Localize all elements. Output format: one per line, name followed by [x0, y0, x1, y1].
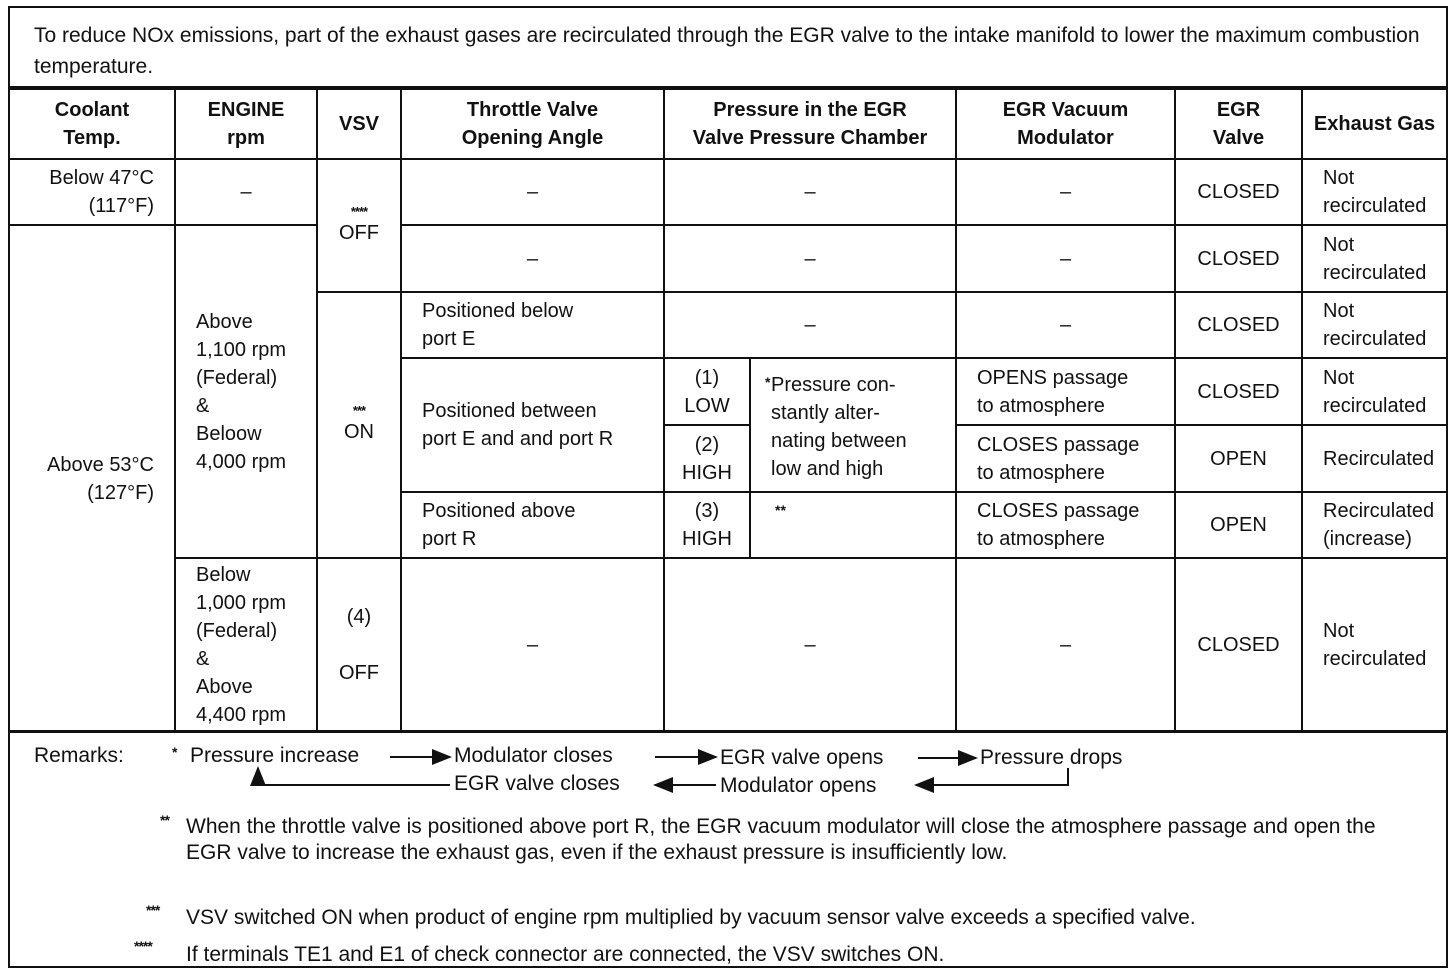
exhaust-not-recirculated: Not recirculated — [1302, 558, 1446, 732]
modulator-closes-passage: CLOSES passage to atmosphere — [956, 425, 1175, 492]
header-engine-rpm: ENGINE rpm — [175, 89, 317, 159]
pressure-alternating-cell — [750, 358, 956, 492]
modulator-cell: – — [956, 292, 1175, 358]
vsv-4-label: OFF — [339, 662, 379, 684]
flow-modulator-opens: Modulator opens — [720, 774, 877, 797]
remarks-star-3: *** — [146, 902, 160, 918]
pressure-high-3: (3) HIGH — [664, 492, 750, 558]
remarks-section — [10, 730, 1446, 966]
flow-pressure-increase: Pressure increase — [190, 744, 360, 767]
table-row — [10, 159, 1446, 225]
egr-system-document — [8, 6, 1448, 968]
intro-paragraph: To reduce NOx emissions, part of the exhaust gases are recirculated through the EGR valve to the intake manifold to lower the maximum combustion temperature. — [10, 8, 1446, 88]
rpm-cell: – — [175, 159, 317, 225]
pressure-high-2: (2) HIGH — [664, 425, 750, 492]
header-chamber-pressure: Pressure in the EGR Valve Pressure Chamber — [664, 89, 956, 159]
table-row — [10, 225, 1446, 292]
modulator-closes-passage: CLOSES passage to atmosphere — [956, 492, 1175, 558]
flow-egr-valve-opens: EGR valve opens — [720, 746, 884, 769]
coolant-below-47c: Below 47°C (117°F) — [10, 159, 175, 225]
pressure-low-1: (1) LOW — [664, 358, 750, 425]
header-coolant-temp: Coolant Temp. — [10, 89, 175, 159]
remarks-star-2: ** — [160, 812, 169, 828]
header-exhaust-gas: Exhaust Gas — [1302, 89, 1446, 159]
exhaust-not-recirculated: Not recirculated — [1302, 159, 1446, 225]
throttle-between-e-and-r: Positioned between port E and and port R — [401, 358, 664, 492]
pressure-alternating-text: Pressure con- stantly alter- nating between low and high — [771, 374, 907, 480]
throttle-below-port-e: Positioned below port E — [401, 292, 664, 358]
pressure-cell: – — [664, 558, 956, 732]
egr-valve-closed: CLOSED — [1175, 558, 1302, 732]
pressure-cell: – — [664, 292, 956, 358]
exhaust-not-recirculated: Not recirculated — [1302, 225, 1446, 292]
flow-modulator-closes: Modulator closes — [454, 744, 613, 767]
egr-valve-open: OPEN — [1175, 425, 1302, 492]
coolant-above-53c: Above 53°C (127°F) — [10, 225, 175, 732]
throttle-cell: – — [401, 159, 664, 225]
rpm-outside-range: Below 1,000 rpm (Federal) & Above 4,400 rpm — [175, 558, 317, 732]
egr-valve-closed: CLOSED — [1175, 225, 1302, 292]
remarks-star-4: **** — [134, 938, 152, 954]
remarks-star-1: * — [172, 744, 177, 760]
modulator-opens-passage: OPENS passage to atmosphere — [956, 358, 1175, 425]
egr-valve-closed: CLOSED — [1175, 159, 1302, 225]
egr-valve-closed: CLOSED — [1175, 358, 1302, 425]
remarks-note-4: If terminals TE1 and E1 of check connector are connected, the VSV switches ON. — [186, 943, 945, 966]
exhaust-recirculated-increase: Recirculated (increase) — [1302, 492, 1446, 558]
modulator-cell: – — [956, 558, 1175, 732]
pressure-above-r-cell — [750, 492, 956, 558]
modulator-cell: – — [956, 159, 1175, 225]
pressure-cell: – — [664, 159, 956, 225]
header-vsv: VSV — [317, 89, 401, 159]
exhaust-not-recirculated: Not recirculated — [1302, 292, 1446, 358]
flow-egr-valve-closes: EGR valve closes — [454, 772, 620, 795]
vsv-4-number: (4) — [346, 606, 372, 628]
egr-valve-closed: CLOSED — [1175, 292, 1302, 358]
remarks-flow-arrows — [10, 732, 1446, 812]
table-row — [10, 558, 1446, 732]
vsv-off-cell — [317, 159, 401, 292]
remarks-note-2: When the throttle valve is positioned above port R, the EGR vacuum modulator will close the atmosphere passage and open the EGR valve to increase the exhaust gas, even if the exhaust pressure is insufficiently low. — [186, 815, 1376, 864]
throttle-above-port-r: Positioned above port R — [401, 492, 664, 558]
footnote-marker-3: *** — [352, 403, 366, 418]
footnote-marker-1: * — [765, 374, 771, 390]
throttle-cell: – — [401, 558, 664, 732]
rpm-mid-range: Above 1,100 rpm (Federal) & Beloow 4,000 rpm — [175, 225, 317, 558]
header-throttle-angle: Throttle Valve Opening Angle — [401, 89, 664, 159]
footnote-marker-4: **** — [350, 203, 368, 219]
modulator-cell: – — [956, 225, 1175, 292]
header-egr-valve: EGR Valve — [1175, 89, 1302, 159]
vsv-off-label: OFF — [339, 221, 379, 244]
header-vacuum-modulator: EGR Vacuum Modulator — [956, 89, 1175, 159]
remarks-label: Remarks: — [34, 744, 124, 767]
footnote-marker-2: ** — [775, 502, 786, 518]
remarks-note-3: VSV switched ON when product of engine rpm multiplied by vacuum sensor valve exceeds a specified valve. — [186, 906, 1196, 929]
flow-pressure-drops: Pressure drops — [980, 746, 1123, 769]
pressure-cell: – — [664, 225, 956, 292]
vsv-on-label: ON — [344, 421, 374, 443]
throttle-cell: – — [401, 225, 664, 292]
header-row — [10, 89, 1446, 159]
exhaust-recirculated: Recirculated — [1302, 425, 1446, 492]
egr-valve-open: OPEN — [1175, 492, 1302, 558]
exhaust-not-recirculated: Not recirculated — [1302, 358, 1446, 425]
vsv-on-cell — [317, 292, 401, 558]
vsv-4-off — [317, 558, 401, 732]
egr-operation-table — [10, 88, 1446, 733]
